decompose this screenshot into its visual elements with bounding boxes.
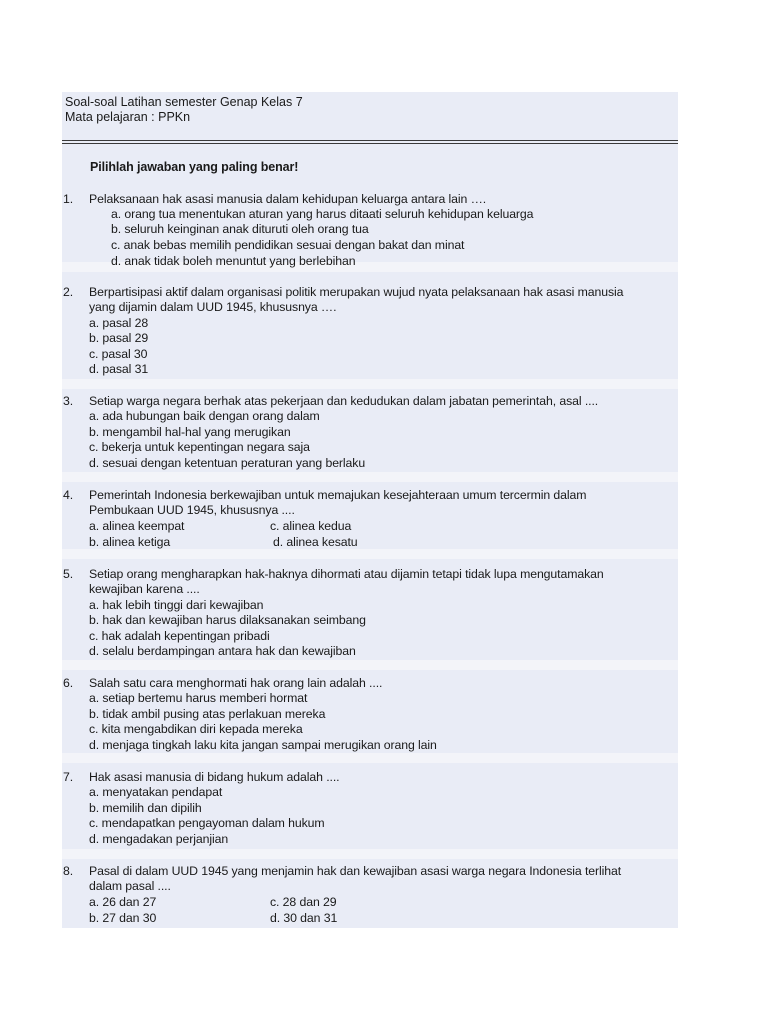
question-text: Pemerintah Indonesia berkewajiban untuk memajukan kesejahteraan umum tercermin dalam [89,488,587,502]
document-title: Soal-soal Latihan semester Genap Kelas 7 [65,95,303,109]
option-a: a. orang tua menentukan aturan yang harus ditaati seluruh kehidupan keluarga [111,207,534,221]
header-rule-top [62,140,678,141]
option-c: c. hak adalah kepentingan pribadi [89,629,270,643]
document-page [62,92,678,928]
header-rule-bottom [62,143,678,144]
question-text: Salah satu cara menghormati hak orang lain adalah .... [89,676,383,690]
question-text: Hak asasi manusia di bidang hukum adalah .... [89,770,340,784]
option-c: c. 28 dan 29 [270,895,337,909]
option-a: a. pasal 28 [89,316,149,330]
question-number: 5. [63,567,74,581]
question-text-cont: yang dijamin dalam UUD 1945, khususnya …. [89,300,337,314]
option-c: c. bekerja untuk kepentingan negara saja [89,440,310,454]
option-d: d. 30 dan 31 [270,911,338,925]
option-d: d. selalu berdampingan antara hak dan kewajiban [89,644,356,658]
question-number: 8. [63,864,74,878]
document-header [62,92,678,144]
option-c: c. alinea kedua [270,519,352,533]
option-c: c. mendapatkan pengayoman dalam hukum [89,816,325,830]
row-band [62,379,678,389]
option-b: b. seluruh keinginan anak dituruti oleh orang tua [111,222,369,236]
row-band [62,660,678,670]
option-d: d. anak tidak boleh menuntut yang berlebihan [111,254,356,268]
row-band [62,849,678,859]
option-a: a. hak lebih tinggi dari kewajiban [89,598,264,612]
row-band [62,549,678,559]
instruction-text: Pilihlah jawaban yang paling benar! [90,160,299,174]
option-a: a. alinea keempat [89,519,185,533]
option-a: a. 26 dan 27 [89,895,157,909]
option-c: c. kita mengabdikan diri kepada mereka [89,722,303,736]
question-number: 4. [63,488,74,502]
question-text: Setiap orang mengharapkan hak-haknya dihormati atau dijamin tetapi tidak lupa mengutamakan [89,567,604,581]
option-d: d. menjaga tingkah laku kita jangan sampai merugikan orang lain [89,738,437,752]
option-b: b. memilih dan dipilih [89,801,202,815]
row-band [62,472,678,482]
row-band [62,753,678,763]
question-text-cont: dalam pasal .... [89,879,171,893]
question-text: Setiap warga negara berhak atas pekerjaan dan kedudukan dalam jabatan pemerintah, asal .... [89,394,599,408]
option-c: c. pasal 30 [89,347,148,361]
question-text: Berpartisipasi aktif dalam organisasi politik merupakan wujud nyata pelaksanaan hak asasi manusia [89,285,624,299]
option-b: b. alinea ketiga [89,535,171,549]
option-a: a. menyatakan pendapat [89,785,223,799]
option-b: b. 27 dan 30 [89,911,157,925]
subject-line: Mata pelajaran : PPKn [65,110,191,124]
question-text-cont: Pembukaan UUD 1945, khususnya .... [89,503,295,517]
question-text-cont: kewajiban karena .... [89,582,200,596]
option-b: b. pasal 29 [89,331,149,345]
option-d: d. alinea kesatu [273,535,358,549]
option-b: b. hak dan kewajiban harus dilaksanakan seimbang [89,613,366,627]
option-a: a. ada hubungan baik dengan orang dalam [89,409,320,423]
option-b: b. mengambil hal-hal yang merugikan [89,425,291,439]
question-number: 6. [63,676,74,690]
option-a: a. setiap bertemu harus memberi hormat [89,691,308,705]
question-text: Pelaksanaan hak asasi manusia dalam kehidupan keluarga antara lain …. [89,192,487,206]
option-d: d. sesuai dengan ketentuan peraturan yang berlaku [89,456,366,470]
question-number: 2. [63,285,74,299]
option-d: d. mengadakan perjanjian [89,832,229,846]
option-d: d. pasal 31 [89,362,149,376]
option-c: c. anak bebas memilih pendidikan sesuai dengan bakat dan minat [111,238,465,252]
question-number: 3. [63,394,74,408]
question-number: 1. [63,192,74,206]
question-text: Pasal di dalam UUD 1945 yang menjamin hak dan kewajiban asasi warga negara Indonesia terlihat [89,864,622,878]
option-b: b. tidak ambil pusing atas perlakuan mereka [89,707,326,721]
question-number: 7. [63,770,74,784]
